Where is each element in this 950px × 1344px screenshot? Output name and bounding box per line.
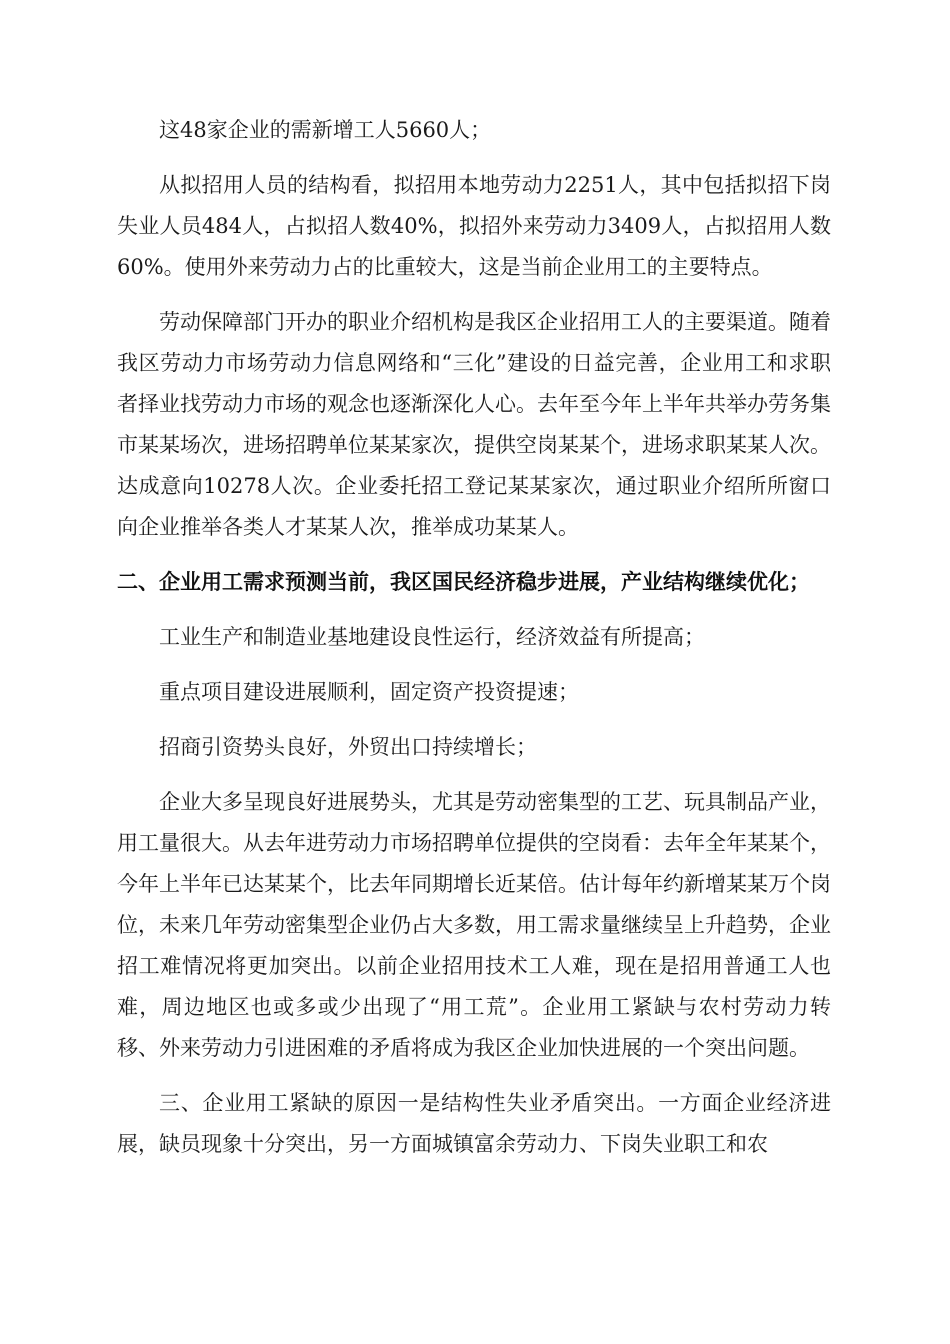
paragraph-labor-demand: 企业大多呈现良好进展势头，尤其是劳动密集型的工艺、玩具制品产业，用工量很大。从去年进劳动力市场招聘单位提供的空岗看：去年全年某某个，今年上半年已达某某个，比去年同期增长近某倍。估计每年约新增某某万个岗位，未来几年劳动密集型企业仍占大多数，用工需求量继续呈上升趋势，企业招工难情况将更加突出。以前企业招用技术工人难，现在是招用普通工人也难，周边地区也或多或少出现了“用工荒”。企业用工紧缺与农村劳动力转移、外来劳动力引进困难的矛盾将成为我区企业加快进展的一个突出问题。 xyxy=(117,790,831,1060)
paragraph-key-projects: 重点项目建设进展顺利，固定资产投资提速； xyxy=(159,680,579,704)
paragraph-investment: 招商引资势头良好，外贸出口持续增长； xyxy=(159,735,537,759)
document-body xyxy=(117,110,831,1165)
paragraph-job-agencies: 劳动保障部门开办的职业介绍机构是我区企业招用工人的主要渠道。随着我区劳动力市场劳动力信息网络和“三化”建设的日益完善，企业用工和求职者择业找劳动力市场的观念也逐渐深化人心。去年至今年上半年共举办劳务集市某某场次，进场招聘单位某某家次，提供空岗某某个，进场求职某某人次。达成意向10278人次。企业委托招工登记某某家次，通过职业介绍所所窗口向企业推举各类人才某某人次，推举成功某某人。 xyxy=(117,310,831,539)
paragraph-industrial-production: 工业生产和制造业基地建设良性运行，经济效益有所提高； xyxy=(159,625,705,649)
paragraph-recruit-structure: 从拟招用人员的结构看，拟招用本地劳动力2251人，其中包括拟招下岗失业人员484人，占拟招人数40%，拟招外来劳动力3409人，占拟招用人数60%。使用外来劳动力占的比重较大，这是当前企业用工的主要特点。 xyxy=(117,173,831,279)
section-heading-demand-forecast: 二、企业用工需求预测当前，我区国民经济稳步进展，产业结构继续优化； xyxy=(117,570,810,594)
paragraph-shortage-causes: 三、企业用工紧缺的原因一是结构性失业矛盾突出。一方面企业经济进展，缺员现象十分突出，另一方面城镇富余劳动力、下岗失业职工和农 xyxy=(117,1091,831,1156)
paragraph-new-workers: 这48家企业的需新增工人5660人； xyxy=(159,118,492,142)
